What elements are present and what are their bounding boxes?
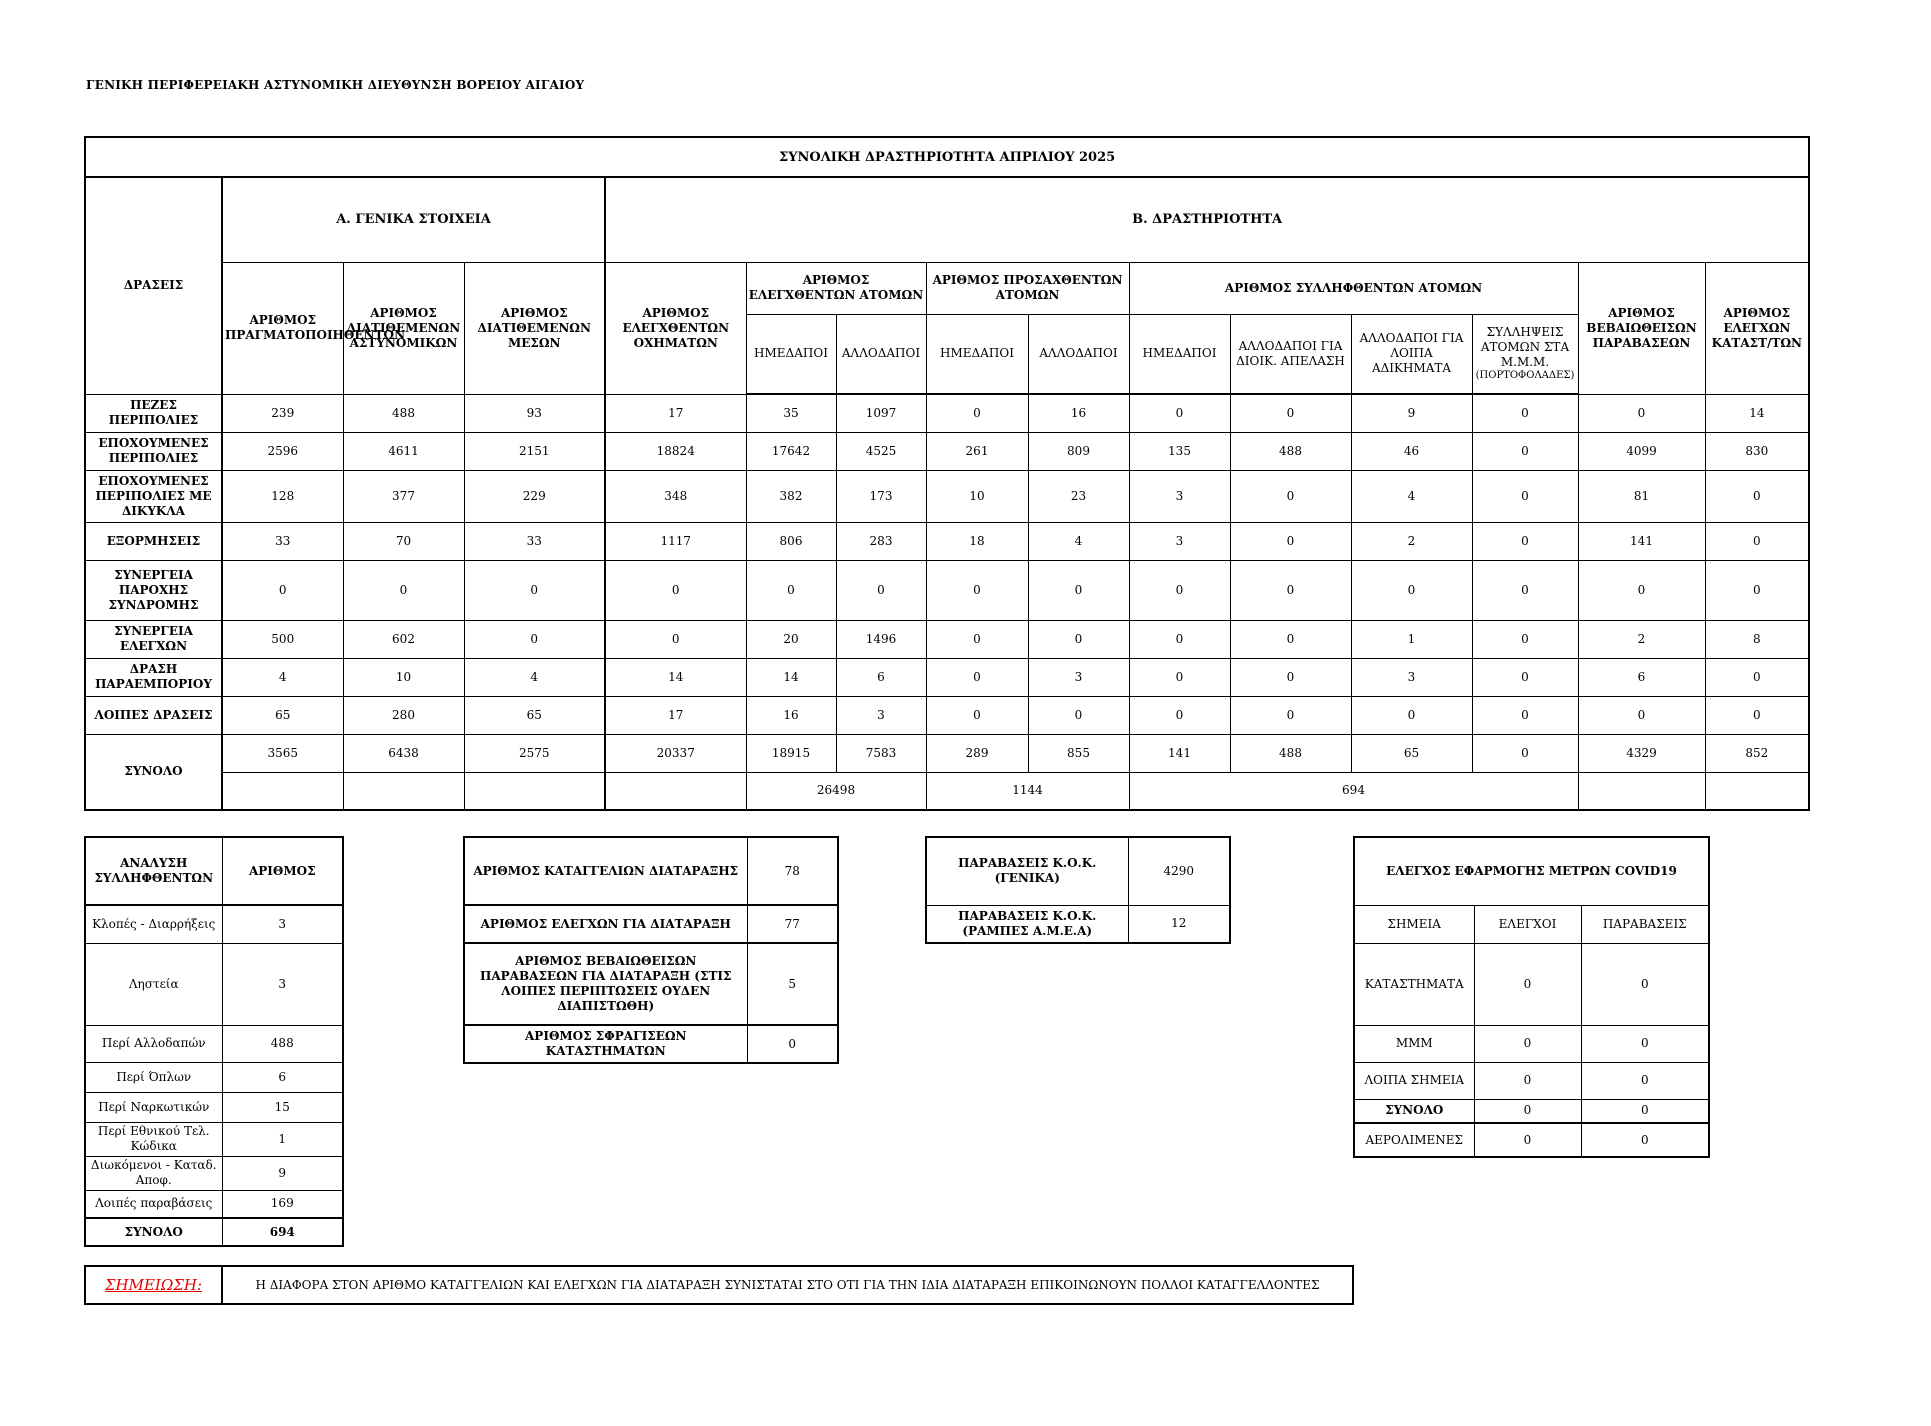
data-cell: 0 [1472, 470, 1578, 522]
kok-value: 4290 [1128, 837, 1230, 905]
data-cell: 809 [1028, 432, 1129, 470]
table-row [85, 658, 1809, 696]
header-arrested-natives: ΗΜΕΔΑΠΟΙ [1129, 314, 1230, 394]
data-cell: 283 [836, 522, 926, 560]
header-detained-persons: ΑΡΙΘΜΟΣ ΠΡΟΣΑΧΘΕΝΤΩΝ ΑΤΟΜΩΝ [926, 262, 1129, 314]
organization-title: ΓΕΝΙΚΗ ΠΕΡΙΦΕΡΕΙΑΚΗ ΑΣΤΥΝΟΜΙΚΗ ΔΙΕΥΘΥΝΣΗ ΒΟΡΕΙΟΥ ΑΙΓΑΙΟΥ [86, 78, 585, 92]
list-item [464, 1025, 838, 1063]
data-cell: 33 [464, 522, 605, 560]
list-item [464, 837, 838, 905]
analysis-label: Λοιπές παραβάσεις [85, 1190, 222, 1218]
covid-violations: 0 [1581, 943, 1709, 1025]
note-box [84, 1265, 1354, 1305]
total-cell: 65 [1351, 734, 1472, 772]
kok-label: ΠΑΡΑΒΑΣΕΙΣ Κ.Ο.Κ. (ΓΕΝΙΚΑ) [926, 837, 1128, 905]
list-item [85, 1122, 343, 1156]
table-row [85, 394, 1809, 432]
row-label: ΛΟΙΠΕΣ ΔΡΑΣΕΙΣ [85, 696, 222, 734]
data-cell: 0 [1351, 560, 1472, 620]
data-cell: 239 [222, 394, 343, 432]
data-cell: 0 [926, 696, 1028, 734]
data-cell: 70 [343, 522, 464, 560]
list-item [85, 905, 343, 943]
data-cell: 0 [1129, 394, 1230, 432]
header-arrested-persons: ΑΡΙΘΜΟΣ ΣΥΛΛΗΦΘΕΝΤΩΝ ΑΤΟΜΩΝ [1129, 262, 1578, 314]
header-vehicles: ΑΡΙΘΜΟΣ ΕΛΕΓΧΘΕΝΤΩΝ ΟΧΗΜΑΤΩΝ [605, 262, 746, 394]
row-label: ΣΥΝΕΡΓΕΙΑ ΕΛΕΓΧΩΝ [85, 620, 222, 658]
arrests-analysis-table [84, 836, 344, 1247]
covid-checks: 0 [1474, 1025, 1581, 1062]
covid-point: ΑΕΡΟΛΙΜΕΝΕΣ [1354, 1123, 1474, 1157]
data-cell: 14 [1705, 394, 1809, 432]
data-cell: 14 [605, 658, 746, 696]
data-cell: 33 [222, 522, 343, 560]
disturbance-value: 0 [747, 1025, 838, 1063]
analysis-label: Κλοπές - Διαρρήξεις [85, 905, 222, 943]
data-cell: 348 [605, 470, 746, 522]
data-cell: 488 [343, 394, 464, 432]
data-cell: 0 [1578, 394, 1705, 432]
data-cell: 35 [746, 394, 836, 432]
analysis-label: Περί Εθνικού Τελ. Κώδικα [85, 1122, 222, 1156]
header-detained-natives: ΗΜΕΔΑΠΟΙ [926, 314, 1028, 394]
data-cell: 10 [343, 658, 464, 696]
header-shop-checks: ΑΡΙΘΜΟΣ ΕΛΕΓΧΩΝ ΚΑΤΑΣΤ/ΤΩΝ [1705, 262, 1809, 394]
analysis-total-value: 694 [222, 1218, 343, 1246]
data-cell: 20 [746, 620, 836, 658]
data-cell: 6 [836, 658, 926, 696]
data-cell: 0 [1472, 696, 1578, 734]
table-row [85, 470, 1809, 522]
section-b-header: Β. ΔΡΑΣΤΗΡΙΟΤΗΤΑ [605, 177, 1809, 262]
data-cell: 141 [1578, 522, 1705, 560]
data-cell: 382 [746, 470, 836, 522]
disturbance-value: 5 [747, 943, 838, 1025]
covid-point: ΚΑΤΑΣΤΗΜΑΤΑ [1354, 943, 1474, 1025]
row-label: ΕΞΟΡΜΗΣΕΙΣ [85, 522, 222, 560]
data-cell: 0 [1028, 620, 1129, 658]
actions-header: ΔΡΑΣΕΙΣ [85, 177, 222, 394]
analysis-label: Περί Αλλοδαπών [85, 1025, 222, 1062]
arrested-persons-sum: 694 [1129, 772, 1578, 810]
row-label: ΔΡΑΣΗ ΠΑΡΑΕΜΠΟΡΙΟΥ [85, 658, 222, 696]
list-item [1354, 1099, 1709, 1123]
data-cell: 0 [605, 560, 746, 620]
covid-violations: 0 [1581, 1099, 1709, 1123]
data-cell: 0 [1705, 470, 1809, 522]
checked-persons-sum: 26498 [746, 772, 926, 810]
header-detained-foreigners: ΑΛΛΟΔΑΠΟΙ [1028, 314, 1129, 394]
data-cell: 0 [1230, 696, 1351, 734]
data-cell: 2 [1351, 522, 1472, 560]
data-cell: 23 [1028, 470, 1129, 522]
analysis-label: Διωκόμενοι - Καταδ. Αποφ. [85, 1156, 222, 1190]
data-cell: 0 [1472, 620, 1578, 658]
data-cell: 3 [836, 696, 926, 734]
data-cell: 0 [926, 560, 1028, 620]
analysis-value: 3 [222, 943, 343, 1025]
data-cell: 0 [1230, 522, 1351, 560]
analysis-header-count: ΑΡΙΘΜΟΣ [222, 837, 343, 905]
data-cell: 3 [1129, 470, 1230, 522]
data-cell: 0 [926, 620, 1028, 658]
analysis-value: 15 [222, 1092, 343, 1122]
analysis-value: 9 [222, 1156, 343, 1190]
total-empty-cell [1705, 772, 1809, 810]
data-cell: 4 [222, 658, 343, 696]
table-row [85, 560, 1809, 620]
header-checked-persons: ΑΡΙΘΜΟΣ ΕΛΕΓΧΘΕΝΤΩΝ ΑΤΟΜΩΝ [746, 262, 926, 314]
covid-violations: 0 [1581, 1062, 1709, 1099]
total-cell: 4329 [1578, 734, 1705, 772]
data-cell: 0 [1129, 560, 1230, 620]
data-cell: 3 [1351, 658, 1472, 696]
data-cell: 488 [1230, 432, 1351, 470]
analysis-value: 1 [222, 1122, 343, 1156]
disturbance-label: ΑΡΙΘΜΟΣ ΣΦΡΑΓΙΣΕΩΝ ΚΑΤΑΣΤΗΜΑΤΩΝ [464, 1025, 747, 1063]
mmm-arrests-label: ΣΥΛΛΗΨΕΙΣ ΑΤΟΜΩΝ ΣΤΑ Μ.Μ.Μ. [1480, 325, 1570, 370]
disturbance-value: 78 [747, 837, 838, 905]
data-cell: 0 [1129, 658, 1230, 696]
table-row [85, 620, 1809, 658]
total-cell: 141 [1129, 734, 1230, 772]
data-cell: 0 [1230, 658, 1351, 696]
header-means: ΑΡΙΘΜΟΣ ΔΙΑΤΙΘΕΜΕΝΩΝ ΜΕΣΩΝ [464, 262, 605, 394]
header-arrested-foreigners-other: ΑΛΛΟΔΑΠΟΙ ΓΙΑ ΛΟΙΠΑ ΑΔΙΚΗΜΑΤΑ [1351, 314, 1472, 394]
data-cell: 0 [1028, 696, 1129, 734]
analysis-label: Περί Ναρκωτικών [85, 1092, 222, 1122]
covid-checks: 0 [1474, 1062, 1581, 1099]
data-cell: 0 [464, 560, 605, 620]
total-cell: 289 [926, 734, 1028, 772]
activity-summary-table [84, 136, 1810, 811]
row-label: ΣΥΝΕΡΓΕΙΑ ΠΑΡΟΧΗΣ ΣΥΝΔΡΟΜΗΣ [85, 560, 222, 620]
row-label: ΠΕΖΕΣ ΠΕΡΙΠΟΛΙΕΣ [85, 394, 222, 432]
note-text: Η ΔΙΑΦΟΡΑ ΣΤΟΝ ΑΡΙΘΜΟ ΚΑΤΑΓΓΕΛΙΩΝ ΚΑΙ ΕΛΕΓΧΩΝ ΓΙΑ ΔΙΑΤΑΡΑΞΗ ΣΥΝΙΣΤΑΤΑΙ ΣΤΟ ΟΤΙ ΓΙΑ ΤΗΝ ΙΔΙΑ ΔΙΑΤΑΡΑΞΗ ΕΠΙΚΟΙΝΩΝΟΥΝ ΠΟΛΛΟΙ ΚΑΤΑΓΓΕΛΛΟΝΤΕΣ [222, 1266, 1353, 1304]
data-cell: 0 [1230, 394, 1351, 432]
data-cell: 0 [1705, 658, 1809, 696]
covid-col-violations: ΠΑΡΑΒΑΣΕΙΣ [1581, 905, 1709, 943]
analysis-header-label: ΑΝΑΛΥΣΗ ΣΥΛΛΗΦΘΕΝΤΩΝ [85, 837, 222, 905]
data-cell: 2596 [222, 432, 343, 470]
analysis-total-label: ΣΥΝΟΛΟ [85, 1218, 222, 1246]
covid-checks: 0 [1474, 943, 1581, 1025]
data-cell: 0 [746, 560, 836, 620]
data-cell: 806 [746, 522, 836, 560]
data-cell: 0 [1230, 560, 1351, 620]
total-cell: 0 [1472, 734, 1578, 772]
data-cell: 2 [1578, 620, 1705, 658]
header-checked-natives: ΗΜΕΔΑΠΟΙ [746, 314, 836, 394]
total-empty-cell [343, 772, 464, 810]
data-cell: 261 [926, 432, 1028, 470]
data-cell: 0 [926, 658, 1028, 696]
header-arrested-foreigners-admin: ΑΛΛΟΔΑΠΟΙ ΓΙΑ ΔΙΟΙΚ. ΑΠΕΛΑΣΗ [1230, 314, 1351, 394]
data-cell: 229 [464, 470, 605, 522]
data-cell: 2151 [464, 432, 605, 470]
list-item [85, 1092, 343, 1122]
covid-col-points: ΣΗΜΕΙΑ [1354, 905, 1474, 943]
table-row [85, 696, 1809, 734]
section-a-header: Α. ΓΕΝΙΚΑ ΣΤΟΙΧΕΙΑ [222, 177, 605, 262]
table-row [85, 432, 1809, 470]
data-cell: 0 [1472, 394, 1578, 432]
disturbance-label: ΑΡΙΘΜΟΣ ΕΛΕΓΧΩΝ ΓΙΑ ΔΙΑΤΑΡΑΞΗ [464, 905, 747, 943]
header-police: ΑΡΙΘΜΟΣ ΔΙΑΤΙΘΕΜΕΝΩΝ ΑΣΤΥΝΟΜΙΚΩΝ [343, 262, 464, 394]
data-cell: 14 [746, 658, 836, 696]
data-cell: 0 [1230, 470, 1351, 522]
data-cell: 0 [222, 560, 343, 620]
data-cell: 0 [1705, 522, 1809, 560]
data-cell: 0 [1472, 560, 1578, 620]
data-cell: 1117 [605, 522, 746, 560]
data-cell: 0 [1472, 522, 1578, 560]
list-item [85, 1025, 343, 1062]
total-cell: 852 [1705, 734, 1809, 772]
data-cell: 16 [746, 696, 836, 734]
data-cell: 93 [464, 394, 605, 432]
header-performed: ΑΡΙΘΜΟΣ ΠΡΑΓΜΑΤΟΠΟΙΗΘΕΝΤΩΝ [222, 262, 343, 394]
data-cell: 0 [1578, 696, 1705, 734]
data-cell: 173 [836, 470, 926, 522]
total-cell: 855 [1028, 734, 1129, 772]
data-cell: 10 [926, 470, 1028, 522]
data-cell: 1496 [836, 620, 926, 658]
list-item [1354, 943, 1709, 1025]
list-item [85, 943, 343, 1025]
disturbance-label: ΑΡΙΘΜΟΣ ΒΕΒΑΙΩΘΕΙΣΩΝ ΠΑΡΑΒΑΣΕΩΝ ΓΙΑ ΔΙΑΤΑΡΑΞΗ (ΣΤΙΣ ΛΟΙΠΕΣ ΠΕΡΙΠΤΩΣΕΙΣ ΟΥΔΕΝ ΔΙΑΠΙΣΤΩΘΗ) [464, 943, 747, 1025]
total-cell: 2575 [464, 734, 605, 772]
mmm-arrests-note: (ΠΟΡΤΟΦΟΛΑΔΕΣ) [1475, 370, 1575, 382]
data-cell: 0 [1705, 696, 1809, 734]
list-item [85, 1156, 343, 1190]
data-cell: 0 [605, 620, 746, 658]
total-cell: 7583 [836, 734, 926, 772]
data-cell: 17642 [746, 432, 836, 470]
covid-col-checks: ΕΛΕΓΧΟΙ [1474, 905, 1581, 943]
data-cell: 1097 [836, 394, 926, 432]
disturbance-label: ΑΡΙΘΜΟΣ ΚΑΤΑΓΓΕΛΙΩΝ ΔΙΑΤΑΡΑΞΗΣ [464, 837, 747, 905]
list-item [1354, 1123, 1709, 1157]
kok-label: ΠΑΡΑΒΑΣΕΙΣ Κ.Ο.Κ. (ΡΑΜΠΕΣ Α.Μ.Ε.Α) [926, 905, 1128, 943]
analysis-value: 488 [222, 1025, 343, 1062]
data-cell: 500 [222, 620, 343, 658]
data-cell: 128 [222, 470, 343, 522]
list-item [85, 1190, 343, 1218]
table-row [85, 522, 1809, 560]
total-empty-cell [222, 772, 343, 810]
data-cell: 0 [1472, 658, 1578, 696]
data-cell: 0 [464, 620, 605, 658]
covid-violations: 0 [1581, 1123, 1709, 1157]
list-item [85, 1062, 343, 1092]
analysis-value: 6 [222, 1062, 343, 1092]
list-item [464, 905, 838, 943]
total-cell: 20337 [605, 734, 746, 772]
covid-violations: 0 [1581, 1025, 1709, 1062]
covid-checks: 0 [1474, 1099, 1581, 1123]
list-item [926, 905, 1230, 943]
list-item [464, 943, 838, 1025]
data-cell: 0 [1705, 560, 1809, 620]
covid-point: ΛΟΙΠΑ ΣΗΜΕΙΑ [1354, 1062, 1474, 1099]
data-cell: 135 [1129, 432, 1230, 470]
list-item [1354, 1062, 1709, 1099]
data-cell: 4611 [343, 432, 464, 470]
data-cell: 4 [464, 658, 605, 696]
data-cell: 4525 [836, 432, 926, 470]
data-cell: 4 [1028, 522, 1129, 560]
data-cell: 0 [1578, 560, 1705, 620]
data-cell: 8 [1705, 620, 1809, 658]
data-cell: 0 [1472, 432, 1578, 470]
data-cell: 0 [1230, 620, 1351, 658]
analysis-value: 169 [222, 1190, 343, 1218]
total-row-label: ΣΥΝΟΛΟ [85, 734, 222, 810]
data-cell: 1 [1351, 620, 1472, 658]
header-mmm-arrests [1472, 314, 1578, 394]
covid-point: ΣΥΝΟΛΟ [1354, 1099, 1474, 1123]
data-cell: 830 [1705, 432, 1809, 470]
data-cell: 0 [343, 560, 464, 620]
list-item [926, 837, 1230, 905]
total-cell: 18915 [746, 734, 836, 772]
covid-checks: 0 [1474, 1123, 1581, 1157]
data-cell: 4 [1351, 470, 1472, 522]
data-cell: 0 [1028, 560, 1129, 620]
data-cell: 81 [1578, 470, 1705, 522]
data-cell: 3 [1129, 522, 1230, 560]
data-cell: 0 [1129, 696, 1230, 734]
data-cell: 602 [343, 620, 464, 658]
covid-point: ΜΜΜ [1354, 1025, 1474, 1062]
row-label: ΕΠΟΧΟΥΜΕΝΕΣ ΠΕΡΙΠΟΛΙΕΣ ΜΕ ΔΙΚΥΚΛΑ [85, 470, 222, 522]
data-cell: 377 [343, 470, 464, 522]
data-cell: 18824 [605, 432, 746, 470]
detained-persons-sum: 1144 [926, 772, 1129, 810]
covid-title: ΕΛΕΓΧΟΣ ΕΦΑΡΜΟΓΗΣ ΜΕΤΡΩΝ COVID19 [1354, 837, 1709, 905]
data-cell: 17 [605, 394, 746, 432]
data-cell: 0 [1351, 696, 1472, 734]
data-cell: 4099 [1578, 432, 1705, 470]
analysis-label: Περί Όπλων [85, 1062, 222, 1092]
row-label: ΕΠΟΧΟΥΜΕΝΕΣ ΠΕΡΙΠΟΛΙΕΣ [85, 432, 222, 470]
total-cell: 3565 [222, 734, 343, 772]
data-cell: 0 [1129, 620, 1230, 658]
header-checked-foreigners: ΑΛΛΟΔΑΠΟΙ [836, 314, 926, 394]
data-cell: 9 [1351, 394, 1472, 432]
note-label: ΣΗΜΕΙΩΣΗ: [85, 1266, 222, 1304]
data-cell: 65 [464, 696, 605, 734]
list-item [1354, 1025, 1709, 1062]
total-empty-cell [605, 772, 746, 810]
analysis-label: Ληστεία [85, 943, 222, 1025]
kok-value: 12 [1128, 905, 1230, 943]
data-cell: 3 [1028, 658, 1129, 696]
data-cell: 280 [343, 696, 464, 734]
data-cell: 17 [605, 696, 746, 734]
data-cell: 6 [1578, 658, 1705, 696]
data-cell: 0 [836, 560, 926, 620]
data-cell: 46 [1351, 432, 1472, 470]
header-violations: ΑΡΙΘΜΟΣ ΒΕΒΑΙΩΘΕΙΣΩΝ ΠΑΡΑΒΑΣΕΩΝ [1578, 262, 1705, 394]
table-title: ΣΥΝΟΛΙΚΗ ΔΡΑΣΤΗΡΙΟΤΗΤΑ ΑΠΡΙΛΙΟΥ 2025 [85, 137, 1809, 177]
total-empty-cell [1578, 772, 1705, 810]
covid-measures-table [1353, 836, 1710, 1158]
data-cell: 18 [926, 522, 1028, 560]
disturbance-value: 77 [747, 905, 838, 943]
total-empty-cell [464, 772, 605, 810]
total-cell: 488 [1230, 734, 1351, 772]
disturbance-table [463, 836, 839, 1064]
data-cell: 65 [222, 696, 343, 734]
data-cell: 16 [1028, 394, 1129, 432]
traffic-violations-table [925, 836, 1231, 944]
data-cell: 0 [926, 394, 1028, 432]
analysis-value: 3 [222, 905, 343, 943]
total-cell: 6438 [343, 734, 464, 772]
